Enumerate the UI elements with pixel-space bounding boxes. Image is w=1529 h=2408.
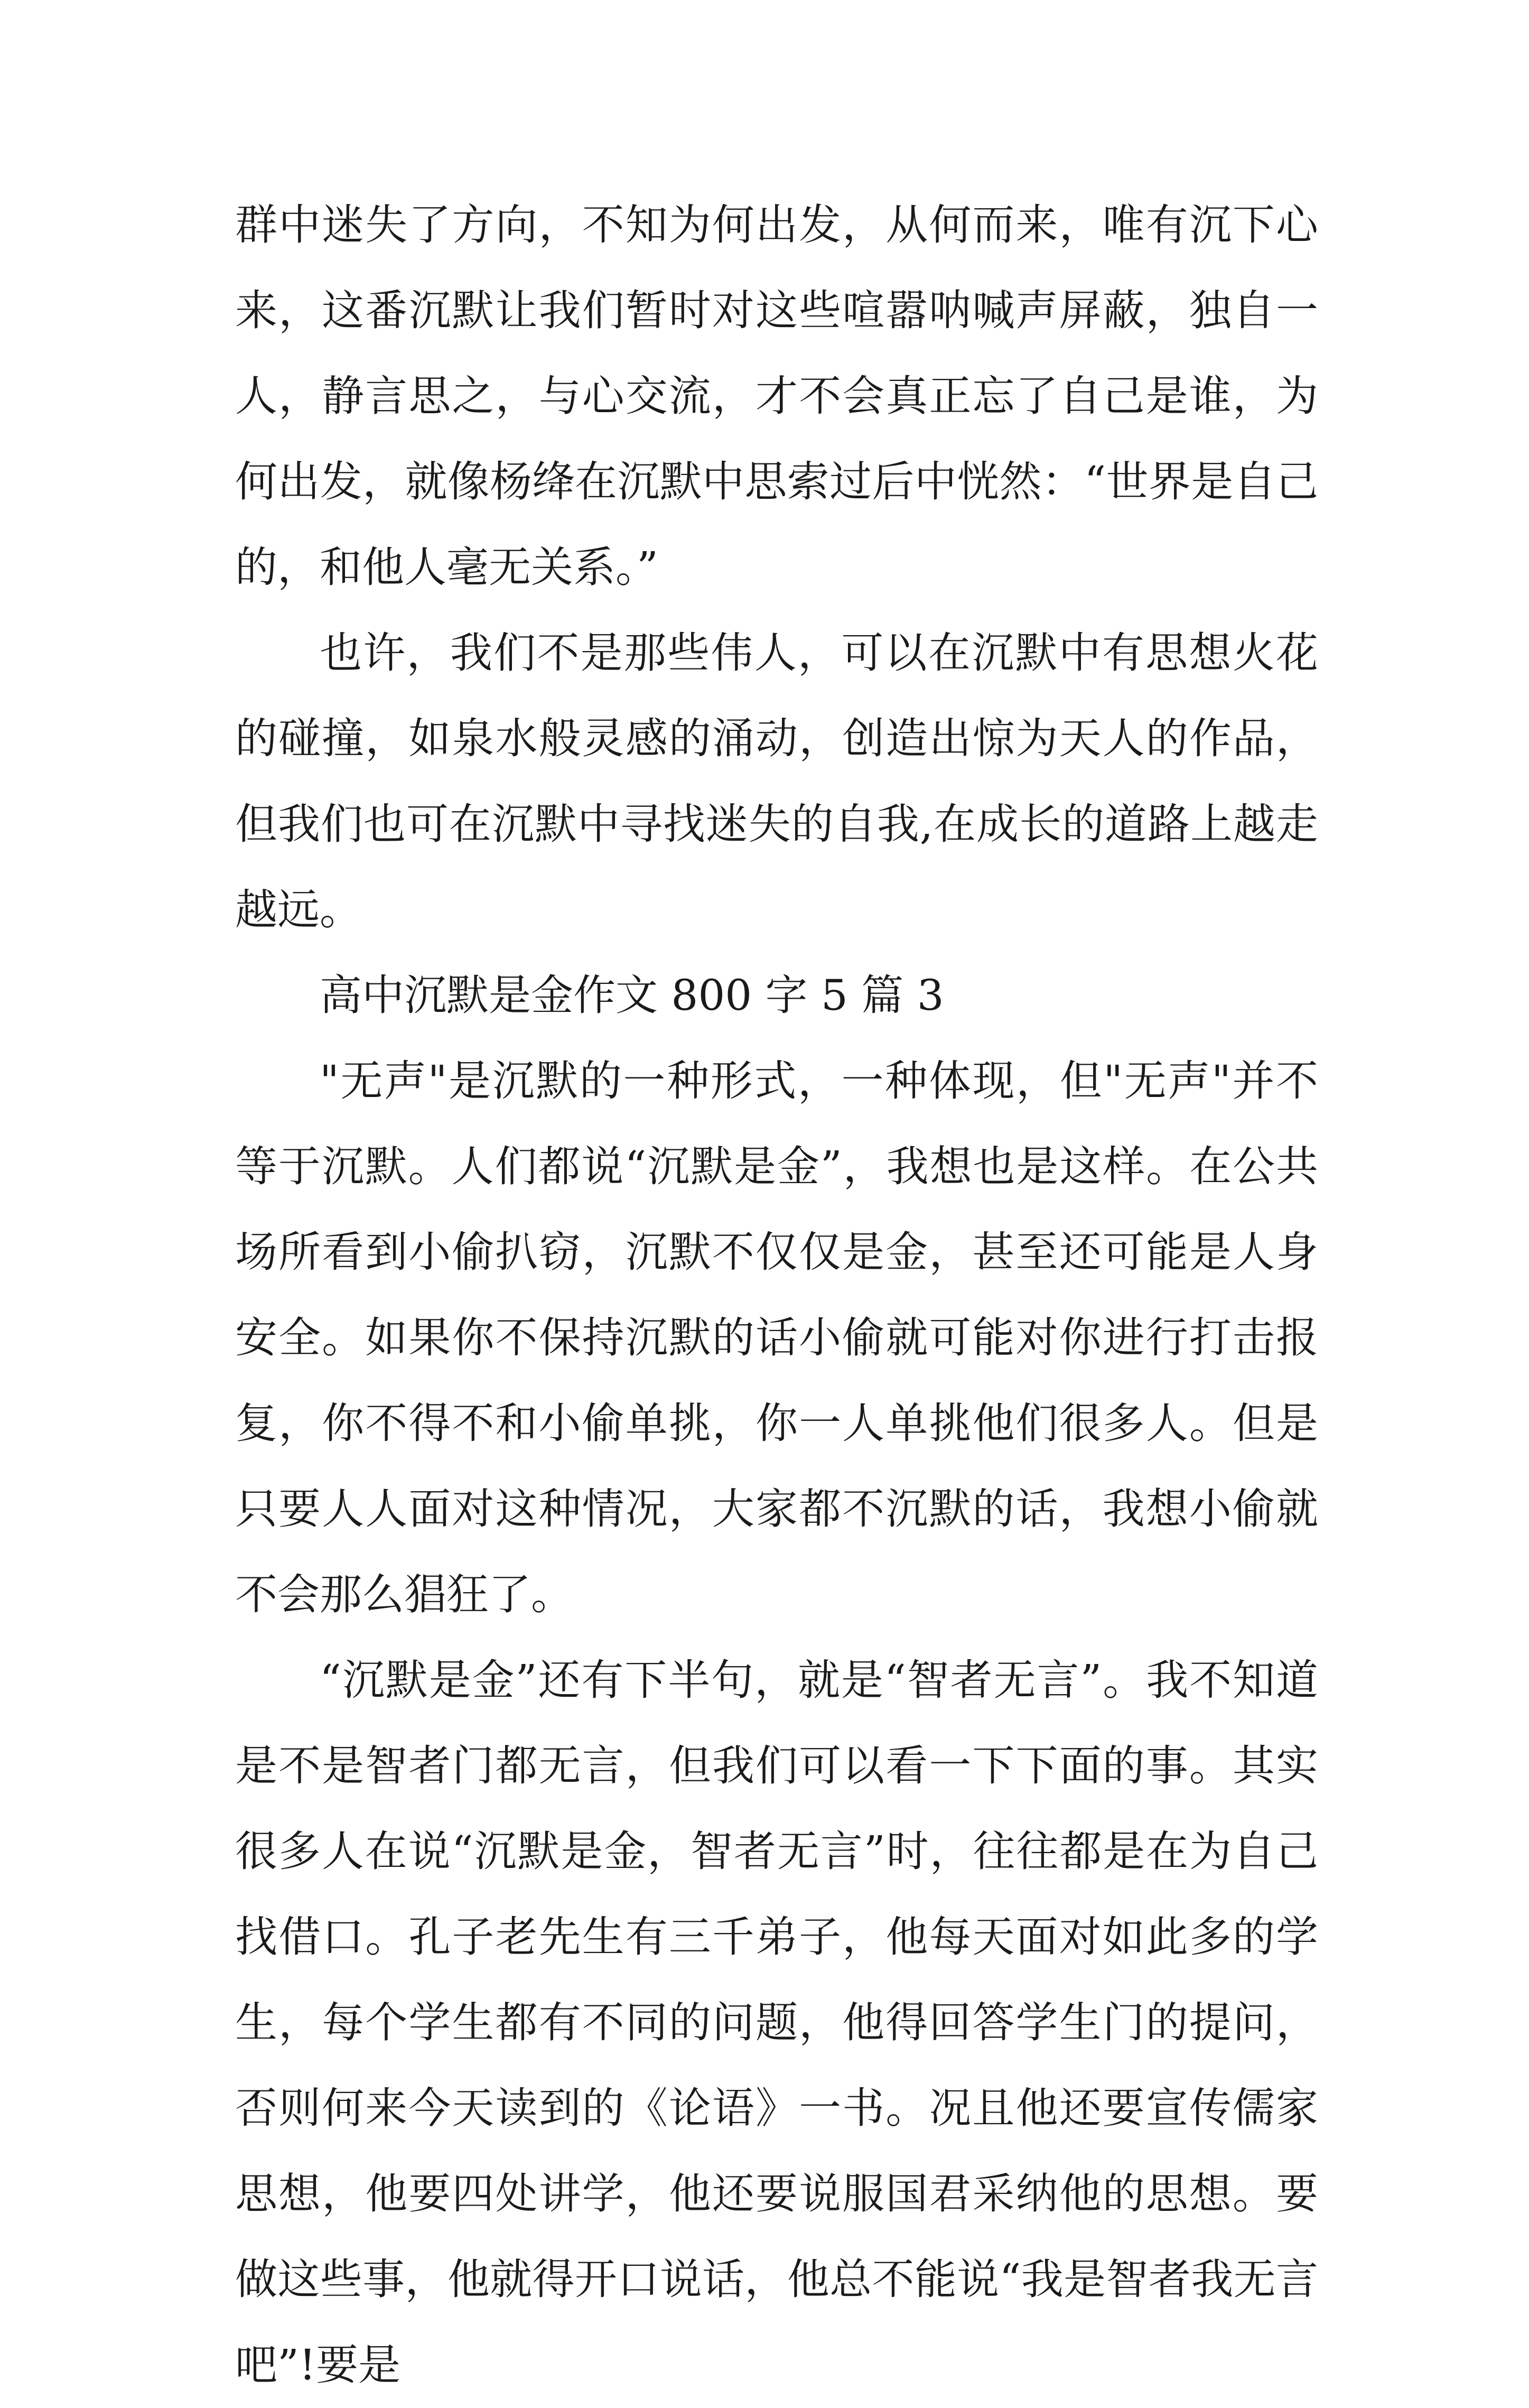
document-body	[235, 182, 1318, 2408]
paragraph-continuation: 群中迷失了方向，不知为何出发，从何而来，唯有沉下心来，这番沉默让我们暂时对这些喧嚣呐喊声屏蔽，独自一人，静言思之，与心交流，才不会真正忘了自己是谁，为何出发，就像杨绛在沉默中思索过后中恍然：“世界是自己的，和他人毫无关系。”	[235, 200, 1318, 592]
paragraph: "无声"是沉默的一种形式，一种体现，但"无声"并不等于沉默。人们都说“沉默是金”，我想也是这样。在公共场所看到小偷扒窃，沉默不仅仅是金，甚至还可能是人身安全。如果你不保持沉默的话小偷就可能对你进行打击报复，你不得不和小偷单挑，你一人单挑他们很多人。但是只要人人面对这种情况，大家都不沉默的话，我想小偷就不会那么猖狂了。	[235, 1056, 1318, 1619]
paragraph: “沉默是金”还有下半句，就是“智者无言”。我不知道是不是智者门都无言，但我们可以看一下下面的事。其实很多人在说“沉默是金，智者无言”时，往往都是在为自己找借口。孔子老先生有三千弟子，他每天面对如此多的学生，每个学生都有不同的问题，他得回答学生门的提问，否则何来今天读到的《论语》一书。况且他还要宣传儒家思想，他要四处讲学，他还要说服国君采纳他的思想。要做这些事，他就得开口说话，他总不能说“我是智者我无言吧”!要是	[235, 1656, 1318, 2390]
paragraph: 也许，我们不是那些伟人，可以在沉默中有思想火花的碰撞，如泉水般灵感的涌动，创造出惊为天人的作品，但我们也可在沉默中寻找迷失的自我,在成长的道路上越走越远。	[235, 628, 1318, 934]
section-heading: 高中沉默是金作文 800 字 5 篇 3	[320, 971, 944, 1020]
